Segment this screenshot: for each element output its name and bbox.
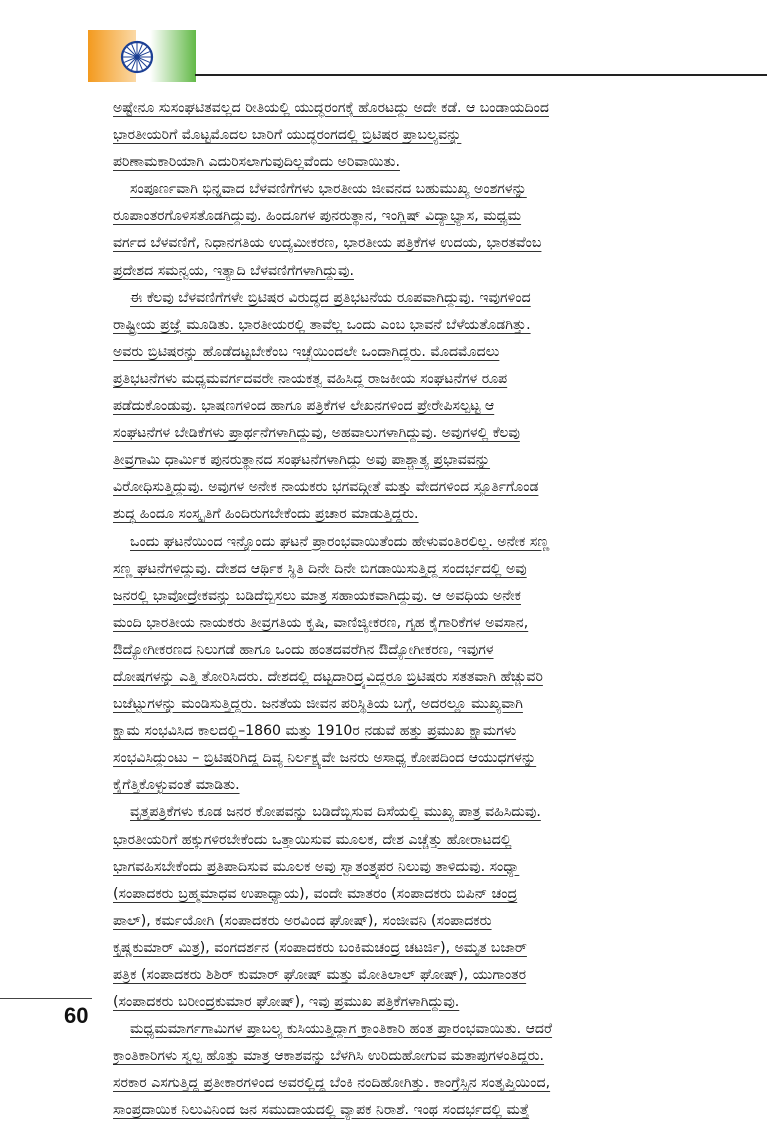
text-line: ತೀವ್ರಗಾಮಿ ಧಾರ್ಮಿಕ ಪುನರುತ್ಥಾನದ ಸಂಘಟನೆಗಳಾಗಿದ್ದು ಅವು ಪಾಶ್ಚಾತ್ಯ ಪ್ರಭಾವವನ್ನು [113, 452, 491, 469]
text-line: ದೋಷಗಳನ್ನು ಎತ್ತಿ ತೋರಿಸಿದರು. ದೇಶದಲ್ಲಿ ದಟ್ಟದಾರಿದ್ರ್ಯವಿದ್ದರೂ ಬ್ರಿಟಿಷರು ಸತತವಾಗಿ ಹೆಚ್ಚುವರಿ [113, 668, 543, 685]
text-line: ಪ್ರದೇಶದ ಸಮನ್ವಯ, ಇತ್ಯಾದಿ ಬೆಳವಣಿಗೆಗಳಾಗಿದ್ದುವು. [113, 262, 354, 279]
text-line: ಸರಕಾರ ಎಸಗುತ್ತಿದ್ದ ಪ್ರತೀಕಾರಗಳಿಂದ ಅವರಲ್ಲಿದ್ದ ಬೆಂಕಿ ನಂದಿಹೋಗಿತ್ತು. ಕಾಂಗ್ರೆಸ್ಸಿನ ಸಂತೃಪ್ತಿಯಿಂದ, [113, 1075, 551, 1092]
text-line: ಮಂದಿ ಭಾರತೀಯ ನಾಯಕರು ತೀವ್ರಗತಿಯ ಕೃಷಿ, ವಾಣಿಜ್ಯೀಕರಣ, ಗೃಹ ಕೈಗಾರಿಕೆಗಳ ಅವಸಾನ, [113, 614, 529, 631]
page-number: 60 [64, 1003, 89, 1028]
footer-rule [0, 998, 92, 999]
text-line: ಬಜೆಟ್ಟುಗಳನ್ನು ಮಂಡಿಸುತ್ತಿದ್ದರು. ಜನತೆಯ ಜೀವನ ಪರಿಸ್ಥಿತಿಯ ಬಗ್ಗೆ, ಅದರಲ್ಲೂ ಮುಖ್ಯವಾಗಿ [113, 696, 523, 713]
text-line: ಸಣ್ಣ ಘಟನೆಗಳಿದ್ದುವು. ದೇಶದ ಆರ್ಥಿಕ ಸ್ಥಿತಿ ದಿನೇ ದಿನೇ ಬಿಗಡಾಯಿಸುತ್ತಿದ್ದ ಸಂದರ್ಭದಲ್ಲಿ ಅವು [113, 560, 527, 577]
text-line: ವರ್ಗದ ಬೆಳವಣಿಗೆ, ನಿಧಾನಗತಿಯ ಉದ್ಯಮೀಕರಣ, ಭಾರತೀಯ ಪತ್ರಿಕೆಗಳ ಉದಯ, ಭಾರತವೆಂಬ [113, 235, 542, 252]
text-line: ಈ ಕೆಲವು ಬೆಳವಣಿಗೆಗಳೇ ಬ್ರಿಟಿಷರ ವಿರುದ್ಧದ ಪ್ರತಿಭಟನೆಯ ರೂಪವಾಗಿದ್ದುವು. ಇವುಗಳಿಂದ [130, 289, 531, 306]
text-line: ಸಂಭವಿಸಿದ್ದುಂಟು – ಬ್ರಿಟಿಷರಿಗಿದ್ದ ದಿವ್ಯ ನಿರ್ಲಕ್ಷ್ಯವೇ ಜನರು ಅಸಾಧ್ಯ ಕೋಪದಿಂದ ಆಯುಧಗಳನ್ನು [113, 750, 537, 767]
text-line: ಅವರು ಬ್ರಿಟಿಷರನ್ನು ಹೊಡೆದಟ್ಟಬೇಕೆಂಬ ಇಚ್ಛೆಯಿಂದಲೇ ಒಂದಾಗಿದ್ದರು. ಮೊದಮೊದಲು [113, 343, 500, 360]
text-line: ಪಡೆದುಕೊಂಡುವು. ಭಾಷಣಗಳಿಂದ ಹಾಗೂ ಪತ್ರಿಕೆಗಳ ಲೇಖನಗಳಿಂದ ಪ್ರೇರೇಪಿಸಲ್ಪಟ್ಟ ಆ [113, 398, 495, 415]
text-line: ಒಂದು ಘಟನೆಯಿಂದ ಇನ್ನೊಂದು ಘಟನೆ ಪ್ರಾರಂಭವಾಯಿತೆಂದು ಹೇಳುವಂತಿರಲಿಲ್ಲ. ಅನೇಕ ಸಣ್ಣ [130, 533, 550, 550]
text-line: ಸಾಂಪ್ರದಾಯಿಕ ನಿಲುವಿನಿಂದ ಜನ ಸಮುದಾಯದಲ್ಲಿ ವ್ಯಾಪಕ ನಿರಾಶೆ. ಇಂಥ ಸಂದರ್ಭದಲ್ಲಿ ಮತ್ತೆ [113, 1102, 530, 1119]
text-line: ಭಾರತೀಯರಿಗೆ ಮೊಟ್ಟಮೊದಲ ಬಾರಿಗೆ ಯುದ್ಧರಂಗದಲ್ಲಿ ಬ್ರಿಟಿಷರ ಪ್ರಾಬಲ್ಯವನ್ನು [113, 127, 462, 144]
text-line: ಅಷ್ಟೇನೂ ಸುಸಂಘಟಿತವಲ್ಲದ ರೀತಿಯಲ್ಲಿ ಯುದ್ಧರಂಗಕ್ಕೆ ಹೊರಟದ್ದು ಅದೇ ಕಡೆ. ಆ ಬಂಡಾಯದಿಂದ [113, 100, 550, 116]
text-line: ಪಾಲ್), ಕರ್ಮಯೋಗಿ (ಸಂಪಾದಕರು ಅರವಿಂದ ಘೋಷ್), ಸಂಜೀವನಿ (ಸಂಪಾದಕರು [113, 912, 492, 929]
text-line: ಸಂಪೂರ್ಣವಾಗಿ ಭಿನ್ನವಾದ ಬೆಳವಣಿಗೆಗಳು ಭಾರತೀಯ ಜೀವನದ ಬಹುಮುಖ್ಯ ಅಂಶಗಳನ್ನು [130, 181, 527, 198]
body-text [113, 95, 705, 1125]
text-line: ವಿರೋಧಿಸುತ್ತಿದ್ದುವು. ಅವುಗಳ ಅನೇಕ ನಾಯಕರು ಭಗವದ್ಗೀತೆ ಮತ್ತು ವೇದಗಳಿಂದ ಸ್ಫೂರ್ತಿಗೊಂಡ [113, 479, 539, 496]
text-line: ರಾಷ್ಟ್ರೀಯ ಪ್ರಜ್ಞೆ ಮೂಡಿತು. ಭಾರತೀಯರಲ್ಲಿ ತಾವೆಲ್ಲ ಒಂದು ಎಂಬ ಭಾವನೆ ಬೆಳೆಯತೊಡಗಿತ್ತು. [113, 316, 531, 333]
text-line: ಮಧ್ಯಮಮಾರ್ಗಗಾಮಿಗಳ ಪ್ರಾಬಲ್ಯ ಕುಸಿಯುತ್ತಿದ್ದಾಗ ಕ್ರಾಂತಿಕಾರಿ ಹಂತ ಪ್ರಾರಂಭವಾಯಿತು. ಆದರೆ [130, 1021, 553, 1038]
text-line: ಸಂಘಟನೆಗಳ ಬೇಡಿಕೆಗಳು ಪ್ರಾರ್ಥನೆಗಳಾಗಿದ್ದುವು, ಅಹವಾಲುಗಳಾಗಿದ್ದುವು. ಅವುಗಳಲ್ಲಿ ಕೆಲವು [113, 425, 520, 442]
text-line: ಕ್ರಾಂತಿಕಾರಿಗಳು ಸ್ವಲ್ಪ ಹೊತ್ತು ಮಾತ್ರ ಆಕಾಶವನ್ನು ಬೆಳಗಿಸಿ ಉರಿದುಹೋಗುವ ಮತಾಪುಗಳಂತಿದ್ದರು. [113, 1048, 545, 1065]
text-line: ಭಾರತೀಯರಿಗೆ ಹಕ್ಕುಗಳಿರಬೇಕೆಂದು ಒತ್ತಾಯಿಸುವ ಮೂಲಕ, ದೇಶ ಎಚ್ಚೆತ್ತು ಹೋರಾಟದಲ್ಲಿ [113, 831, 512, 848]
text-line: ಜನರಲ್ಲಿ ಭಾವೋದ್ರೇಕವನ್ನು ಬಡಿದೆಬ್ಬಿಸಲು ಮಾತ್ರ ಸಹಾಯಕವಾಗಿದ್ದುವು. ಆ ಅವಧಿಯ ಅನೇಕ [113, 587, 522, 604]
text-line: (ಸಂಪಾದಕರು ಬ್ರಹ್ಮಮಾಧವ ಉಪಾಧ್ಯಾಯ), ವಂದೇ ಮಾತರಂ (ಸಂಪಾದಕರು ಬಿಪಿನ್ ಚಂದ್ರ [113, 885, 518, 902]
text-line: ಶುದ್ಧ ಹಿಂದೂ ಸಂಸ್ಕೃತಿಗೆ ಹಿಂದಿರುಗಬೇಕೆಂದು ಪ್ರಚಾರ ಮಾಡುತ್ತಿದ್ದರು. [113, 506, 419, 523]
text-line: ಔದ್ಯೋಗೀಕರಣದ ನಿಲುಗಡೆ ಹಾಗೂ ಒಂದು ಹಂತದವರೆಗಿನ ಔದ್ಯೋಗೀಕರಣ, ಇವುಗಳ [113, 641, 494, 658]
text-line: ಪರಿಣಾಮಕಾರಿಯಾಗಿ ಎದುರಿಸಲಾಗುವುದಿಲ್ಲವೆಂದು ಅರಿವಾಯಿತು. [113, 154, 400, 171]
header-rule [195, 74, 767, 76]
text-line: ಕೈಗೆತ್ತಿಕೊಳ್ಳುವಂತೆ ಮಾಡಿತು. [113, 777, 240, 794]
text-line: ಪತ್ರಿಕ (ಸಂಪಾದಕರು ಶಿಶಿರ್ ಕುಮಾರ್ ಘೋಷ್ ಮತ್ತು ಮೋತಿಲಾಲ್ ಘೋಷ್), ಯುಗಾಂತರ [113, 967, 527, 983]
text-line: ಪ್ರತಿಭಟನೆಗಳು ಮಧ್ಯಮವರ್ಗದವರೇ ನಾಯಕತ್ವ ವಹಿಸಿದ್ದ ರಾಜಕೀಯ ಸಂಘಟನೆಗಳ ರೂಪ [113, 370, 508, 387]
text-line: ರೂಪಾಂತರಗೊಳಿಸತೊಡಗಿದ್ದುವು. ಹಿಂದೂಗಳ ಪುನರುತ್ಥಾನ, ಇಂಗ್ಲಿಷ್ ವಿದ್ಯಾಭ್ಯಾಸ, ಮಧ್ಯಮ [113, 208, 522, 225]
text-line: ವೃತ್ತಪತ್ರಿಕೆಗಳು ಕೂಡ ಜನರ ಕೋಪವನ್ನು ಬಡಿದೆಬ್ಬಿಸುವ ದಿಸೆಯಲ್ಲಿ ಮುಖ್ಯ ಪಾತ್ರ ವಹಿಸಿದುವು. [130, 804, 541, 821]
ashoka-chakra-tricolor-icon [88, 30, 196, 82]
text-line: ಭಾಗವಹಿಸಬೇಕೆಂದು ಪ್ರತಿಪಾದಿಸುವ ಮೂಲಕ ಅವು ಸ್ವಾತಂತ್ರ್ಯಪರ ನಿಲುವು ತಾಳಿದುವು. ಸಂಧ್ಯಾ [113, 858, 520, 875]
text-line: ಕ್ಷಾಮ ಸಂಭವಿಸಿದ ಕಾಲದಲ್ಲಿ–1860 ಮತ್ತು 1910ರ ನಡುವೆ ಹತ್ತು ಪ್ರಮುಖ ಕ್ಷಾಮಗಳು [113, 723, 517, 740]
text-line: ಕೃಷ್ಣಕುಮಾರ್ ಮಿತ್ರ), ವಂಗದರ್ಶನ (ಸಂಪಾದಕರು ಬಂಕಿಮಚಂದ್ರ ಚಟರ್ಜಿ), ಅಮೃತ ಬಜಾರ್ [113, 939, 527, 956]
text-line: (ಸಂಪಾದಕರು ಬರೀಂದ್ರಕುಮಾರ ಘೋಷ್), ಇವು ಪ್ರಮುಖ ಪತ್ರಿಕೆಗಳಾಗಿದ್ದುವು. [113, 994, 460, 1011]
